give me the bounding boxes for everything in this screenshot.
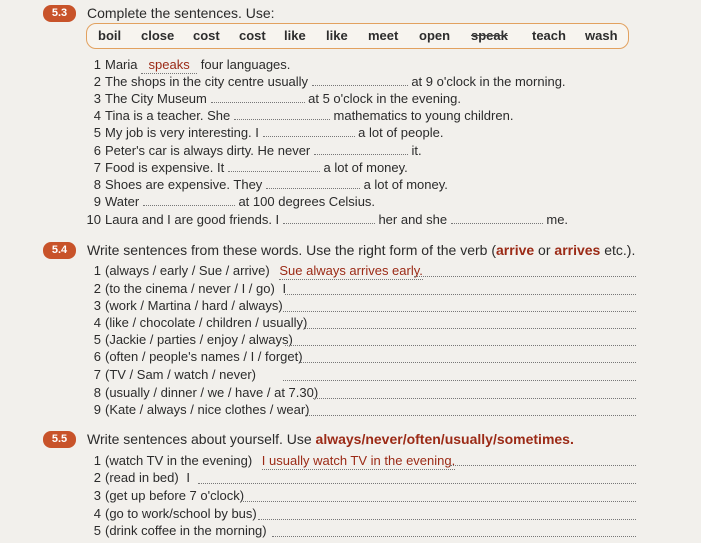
ex55-answer-1: I usually watch TV in the evening. [261,453,456,468]
ex54-answer-1: Sue always arrives early. [279,263,423,278]
word-open: open [419,28,451,43]
word-cost-2: cost [239,28,266,43]
exercise-5-3-badge: 5.3 [43,5,76,22]
ex55-line-3: 3 (get up before 7 o'clock) [93,488,245,503]
answer-line[interactable] [272,536,636,537]
exercise-5-5-instruction: Write sentences about yourself. Use always/never/often/usually/sometimes. [87,431,574,447]
answer-blank[interactable] [283,212,375,224]
word-teach: teach [532,28,566,43]
ex55-line-4: 4 (go to work/school by bus) [93,506,257,521]
ex53-line-2: 2 The shops in the city centre usually at 9 o'clock in the morning. [93,74,566,89]
word-box [86,23,629,49]
answer-line[interactable] [283,380,636,381]
answer-blank[interactable] [143,194,235,206]
answer-line[interactable] [305,328,636,329]
word-boil: boil [98,28,122,43]
exercise-5-4-badge: 5.4 [43,242,76,259]
word-speak-crossed: speak [471,28,508,43]
ex54-line-7: 7 (TV / Sam / watch / never) [93,367,256,382]
ex54-line-3: 3 (work / Martina / hard / always) [93,298,283,313]
word-like: like [284,28,306,43]
ex53-line-10: 10 Laura and I are good friends. I her and she me. [86,212,569,227]
ex55-line-1: 1 (watch TV in the evening) I usually watch TV in the evening. [93,453,456,468]
ex54-line-1: 1 (always / early / Sue / arrive) Sue always arrives early. [93,263,423,278]
answer-line[interactable] [243,501,636,502]
answer-blank[interactable] [234,108,330,120]
answer-blank[interactable] [312,74,408,86]
word-meet: meet [368,28,399,43]
answer-line[interactable] [300,362,636,363]
answer-line[interactable] [305,415,636,416]
exercise-5-4-instruction: Write sentences from these words. Use the right form of the verb (arrive or arrives etc.). [87,242,636,258]
answer-blank[interactable] [263,125,355,137]
exercise-5-5-badge: 5.5 [43,431,76,448]
answer-line[interactable] [414,276,636,277]
ex53-answer-1: speaks [141,57,197,74]
answer-blank[interactable] [228,160,320,172]
answer-line[interactable] [285,294,636,295]
ex55-line-5: 5 (drink coffee in the morning) [93,523,267,538]
answer-line[interactable] [198,483,636,484]
ex53-line-4: 4 Tina is a teacher. She mathematics to young children. [93,108,514,123]
exercise-5-3-instruction: Complete the sentences. Use: [87,5,275,21]
ex53-line-7: 7 Food is expensive. It a lot of money. [93,160,408,175]
answer-blank[interactable] [451,212,543,224]
answer-blank[interactable] [211,91,305,103]
ex54-line-9: 9 (Kate / always / nice clothes / wear) [93,402,310,417]
ex54-line-5: 5 (Jackie / parties / enjoy / always) [93,332,293,347]
word-cost: cost [193,28,220,43]
answer-line[interactable] [283,311,636,312]
ex54-line-6: 6 (often / people's names / I / forget) [93,349,303,364]
ex53-line-9: 9 Water at 100 degrees Celsius. [93,194,376,209]
answer-blank[interactable] [266,177,360,189]
ex54-line-8: 8 (usually / dinner / we / have / at 7.30) [93,385,319,400]
answer-blank[interactable] [314,143,408,155]
word-like-2: like [326,28,348,43]
answer-line[interactable] [450,465,636,466]
answer-line[interactable] [258,519,636,520]
ex54-line-2: 2 (to the cinema / never / I / go) I [93,281,287,296]
answer-line[interactable] [285,345,636,346]
ex53-line-1: 1 Maria speaks four languages. [93,57,291,72]
word-wash: wash [585,28,618,43]
ex55-line-2: 2 (read in bed) I [93,470,190,485]
ex54-line-4: 4 (like / chocolate / children / usually) [93,315,308,330]
answer-line[interactable] [313,398,636,399]
ex53-line-8: 8 Shoes are expensive. They a lot of money. [93,177,448,192]
ex53-line-3: 3 The City Museum at 5 o'clock in the evening. [93,91,461,106]
word-close: close [141,28,175,43]
ex53-line-5: 5 My job is very interesting. I a lot of people. [93,125,444,140]
ex53-line-6: 6 Peter's car is always dirty. He never it. [93,143,422,158]
